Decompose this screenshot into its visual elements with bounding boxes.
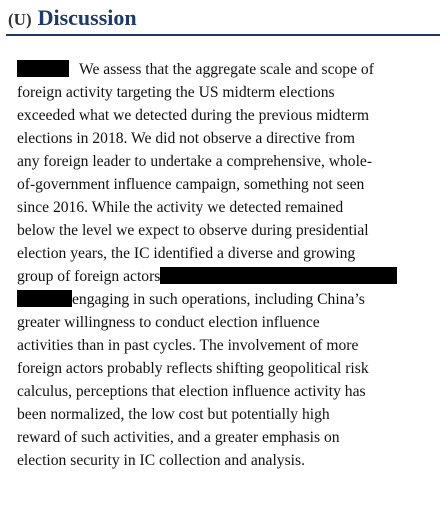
section-heading (8, 5, 137, 33)
text-line: greater willingness to conduct election influence (17, 314, 320, 331)
text-line: foreign activity targeting the US midterm elections (17, 84, 335, 101)
heading-divider (6, 34, 440, 36)
text-line: foreign actors probably reflects shifting geopolitical risk (17, 360, 369, 377)
text-line: election security in IC collection and analysis. (17, 452, 305, 469)
redaction-block (160, 267, 397, 284)
text-line: elections in 2018. We did not observe a directive from (17, 130, 355, 147)
text-line: since 2016. While the activity we detected remained (17, 199, 344, 216)
text-line: reward of such activities, and a greater emphasis on (17, 429, 340, 446)
line-text: engaging in such operations, including China’s (72, 291, 365, 308)
redaction-block (17, 290, 72, 307)
text-line: election years, the IC identified a diverse and growing (17, 245, 356, 262)
text-line: activities than in past cycles. The involvement of more (17, 337, 359, 354)
discussion-paragraph (17, 58, 442, 472)
text-line: below the level we expect to observe during presidential (17, 222, 369, 239)
classification-marking: (U) (8, 10, 32, 29)
text-line: been normalized, the low cost but potentially high (17, 406, 330, 423)
text-line (17, 288, 442, 311)
redaction-block (17, 60, 69, 77)
text-line: any foreign leader to undertake a comprehensive, whole- (17, 153, 373, 170)
line-text: group of foreign actors (17, 268, 161, 285)
text-line: calculus, perceptions that election influence activity has (17, 383, 366, 400)
text-line: of-government influence campaign, something not seen (17, 176, 365, 193)
text-line: exceeded what we detected during the previous midterm (17, 107, 370, 124)
line-text: We assess that the aggregate scale and scope of (79, 61, 374, 78)
section-title: Discussion (37, 5, 137, 30)
text-line (17, 265, 442, 288)
text-line (17, 58, 442, 81)
